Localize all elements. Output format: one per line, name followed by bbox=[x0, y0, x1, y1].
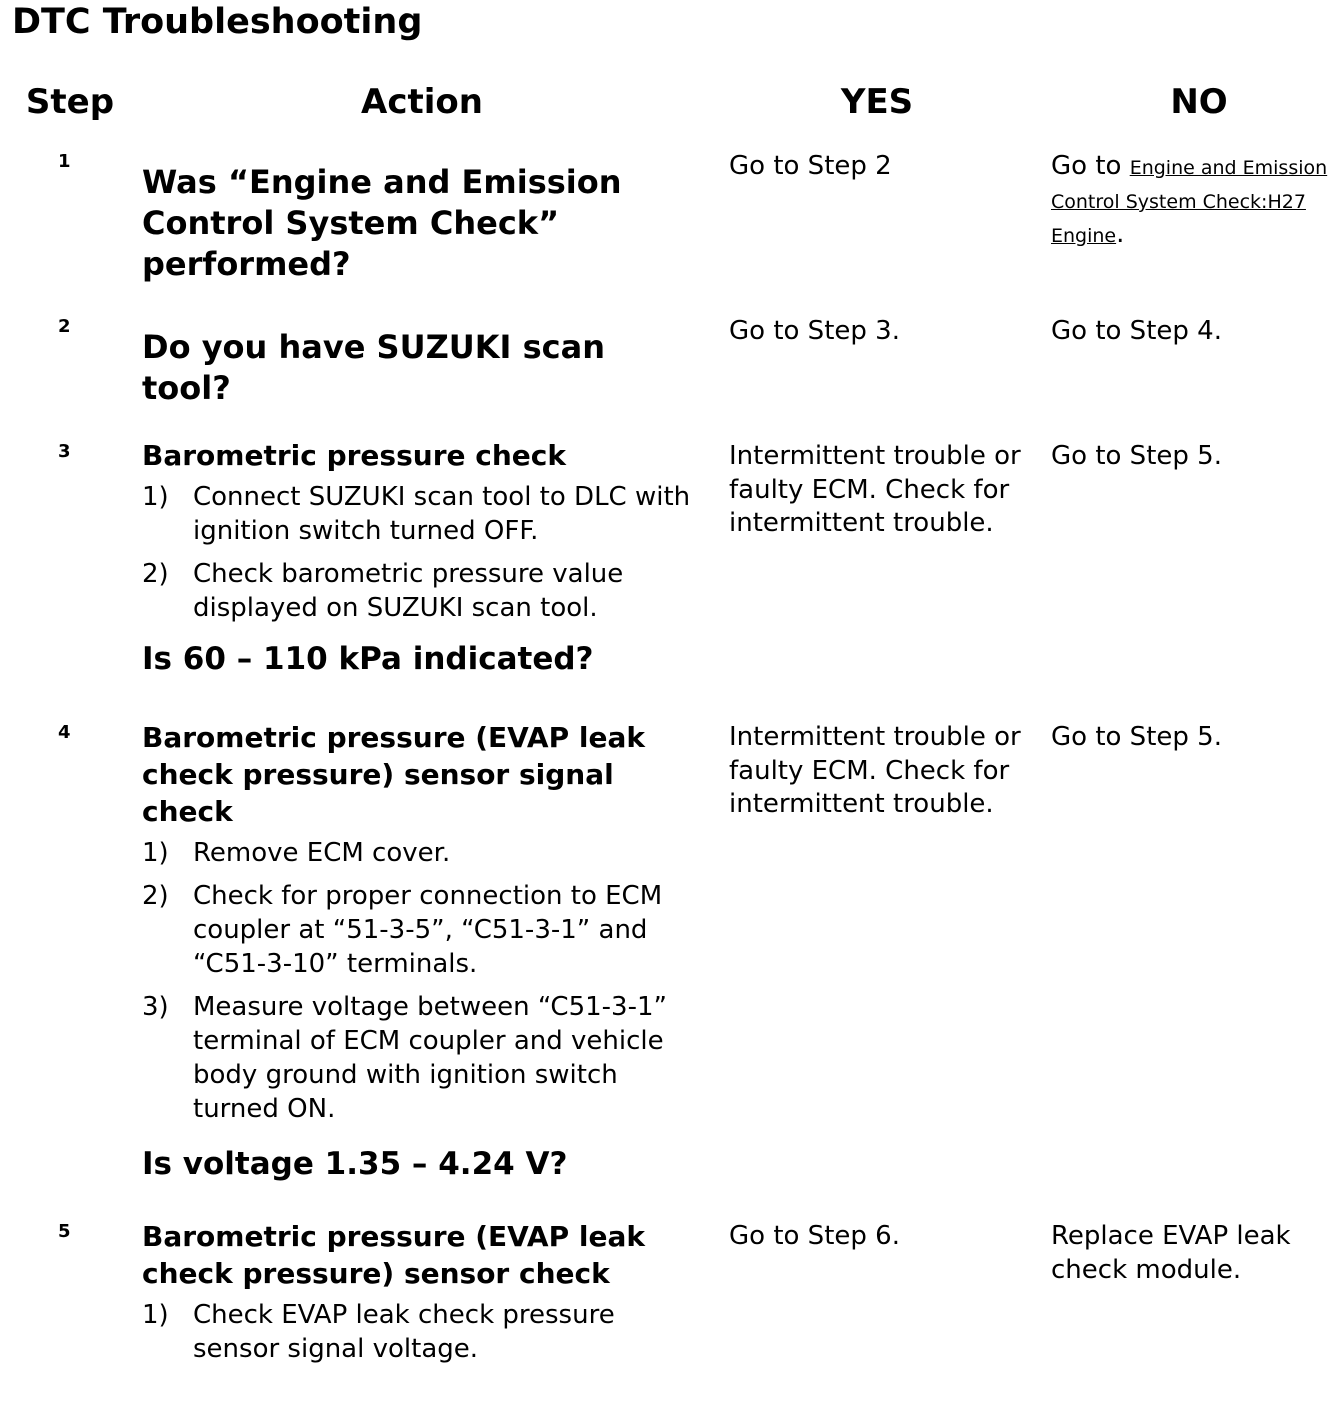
action-heading: Barometric pressure (EVAP leak check pressure) sensor signal check bbox=[142, 721, 645, 828]
header-no: NO bbox=[1170, 82, 1228, 122]
item-number: 2) bbox=[142, 559, 169, 589]
item-text: Measure voltage between “C51-3-1” terminal of ECM coupler and vehicle body ground with ignition switch turned ON. bbox=[193, 992, 667, 1124]
item-text: Remove ECM cover. bbox=[193, 838, 451, 868]
action-steps bbox=[142, 1298, 702, 1366]
action-steps bbox=[142, 480, 712, 625]
item-number: 1) bbox=[142, 482, 169, 512]
action-heading: Barometric pressure check bbox=[142, 439, 566, 472]
action-steps bbox=[142, 836, 702, 1126]
no-cell bbox=[1051, 150, 1341, 252]
header-step: Step bbox=[25, 82, 115, 122]
action-cell bbox=[142, 327, 662, 409]
step-number: 1 bbox=[58, 151, 71, 172]
no-cell: Replace EVAP leak check module. bbox=[1051, 1221, 1291, 1285]
item-text: Check barometric pressure value displayed on SUZUKI scan tool. bbox=[193, 559, 624, 623]
step-number: 2 bbox=[58, 316, 71, 337]
step-number: 4 bbox=[58, 722, 71, 743]
item-number: 1) bbox=[142, 1300, 169, 1330]
item-number: 1) bbox=[142, 838, 169, 868]
action-cell bbox=[142, 1218, 702, 1375]
item-number: 2) bbox=[142, 881, 169, 911]
list-item bbox=[142, 990, 702, 1126]
engine-emission-check-link[interactable]: Engine and Emission Control System Check:H27 Engine bbox=[1051, 157, 1328, 247]
action-question: Was “Engine and Emission Control System Check” performed? bbox=[142, 163, 622, 283]
no-suffix: . bbox=[1116, 219, 1125, 249]
list-item bbox=[142, 557, 712, 625]
yes-cell: Intermittent trouble or faulty ECM. Check for intermittent trouble. bbox=[729, 722, 1021, 819]
action-heading: Barometric pressure (EVAP leak check pressure) sensor check bbox=[142, 1220, 645, 1290]
header-yes: YES bbox=[840, 82, 914, 122]
action-question: Is 60 – 110 kPa indicated? bbox=[142, 641, 594, 677]
header-action: Action bbox=[361, 82, 483, 122]
action-cell bbox=[142, 719, 702, 1184]
action-question: Do you have SUZUKI scan tool? bbox=[142, 328, 605, 407]
item-text: Check for proper connection to ECM coupler at “51-3-5”, “C51-3-1” and “C51-3-10” terminals. bbox=[193, 881, 663, 979]
item-text: Check EVAP leak check pressure sensor signal voltage. bbox=[193, 1300, 615, 1364]
list-item bbox=[142, 1298, 702, 1366]
action-cell bbox=[142, 162, 682, 285]
action-question: Is voltage 1.35 – 4.24 V? bbox=[142, 1146, 568, 1182]
no-cell: Go to Step 5. bbox=[1051, 441, 1222, 471]
list-item bbox=[142, 836, 702, 870]
yes-cell: Go to Step 6. bbox=[729, 1221, 900, 1251]
page-title: DTC Troubleshooting bbox=[12, 2, 423, 42]
item-number: 3) bbox=[142, 992, 169, 1022]
step-number: 3 bbox=[58, 441, 71, 462]
list-item bbox=[142, 480, 712, 548]
yes-cell: Intermittent trouble or faulty ECM. Check for intermittent trouble. bbox=[729, 441, 1021, 538]
list-item bbox=[142, 879, 702, 981]
step-number: 5 bbox=[58, 1221, 71, 1242]
no-prefix: Go to bbox=[1051, 151, 1130, 181]
action-cell bbox=[142, 437, 712, 679]
no-cell: Go to Step 5. bbox=[1051, 722, 1222, 752]
yes-cell: Go to Step 2 bbox=[729, 151, 892, 181]
yes-cell: Go to Step 3. bbox=[729, 316, 900, 346]
item-text: Connect SUZUKI scan tool to DLC with ignition switch turned OFF. bbox=[193, 482, 691, 546]
no-cell: Go to Step 4. bbox=[1051, 316, 1222, 346]
